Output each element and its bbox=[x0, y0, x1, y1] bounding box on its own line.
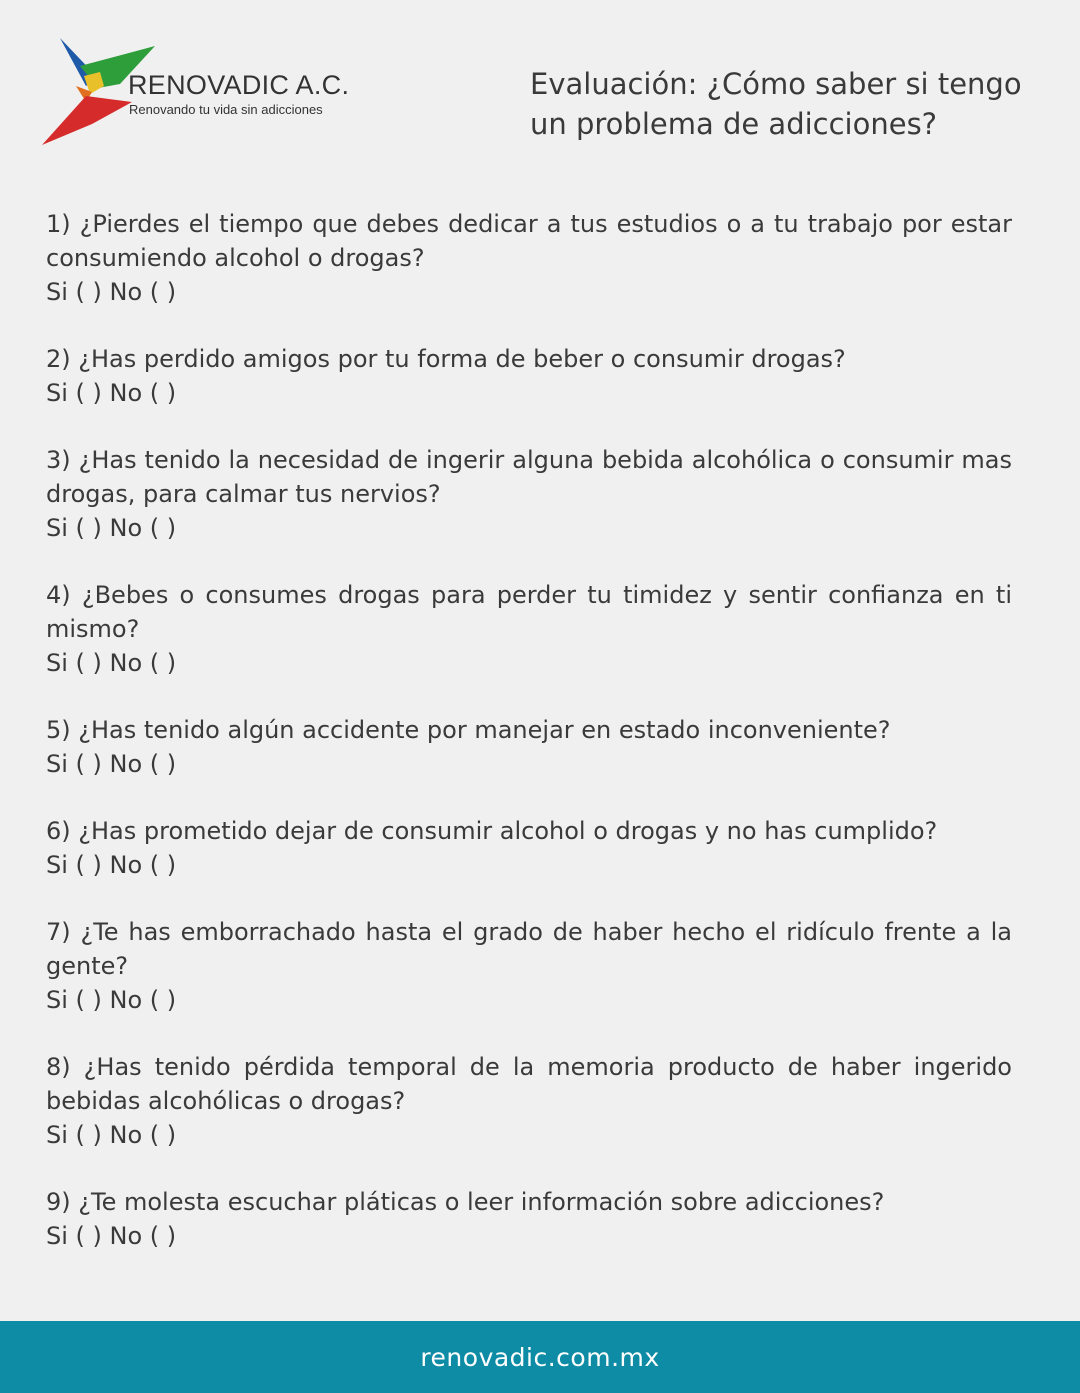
answer-options: Si ( ) No ( ) bbox=[46, 278, 177, 306]
question-text: 4) ¿Bebes o consumes drogas para perder tu timidez y sentir confianza en ti mismo? bbox=[46, 581, 1012, 643]
question-item bbox=[46, 1185, 1012, 1253]
question-item bbox=[46, 207, 1012, 309]
logo bbox=[40, 38, 360, 148]
question-text: 1) ¿Pierdes el tiempo que debes dedicar a tus estudios o a tu trabajo por estar consumiendo alcohol o drogas? bbox=[46, 210, 1012, 272]
answer-options: Si ( ) No ( ) bbox=[46, 1222, 177, 1250]
logo-name: RENOVADIC A.C. bbox=[128, 70, 350, 100]
logo-tagline: Renovando tu vida sin adicciones bbox=[129, 102, 323, 117]
footer-website-link[interactable]: renovadic.com.mx bbox=[420, 1342, 660, 1372]
question-item bbox=[46, 814, 1012, 882]
question-item bbox=[46, 713, 1012, 781]
question-item bbox=[46, 342, 1012, 410]
answer-options: Si ( ) No ( ) bbox=[46, 851, 177, 879]
question-text: 3) ¿Has tenido la necesidad de ingerir alguna bebida alcohólica o consumir mas drogas, para calmar tus nervios? bbox=[46, 446, 1012, 508]
questionnaire bbox=[46, 207, 1012, 1286]
question-text: 2) ¿Has perdido amigos por tu forma de beber o consumir drogas? bbox=[46, 345, 846, 373]
answer-options: Si ( ) No ( ) bbox=[46, 649, 177, 677]
answer-options: Si ( ) No ( ) bbox=[46, 986, 177, 1014]
answer-options: Si ( ) No ( ) bbox=[46, 379, 177, 407]
question-text: 9) ¿Te molesta escuchar pláticas o leer información sobre adicciones? bbox=[46, 1188, 885, 1216]
question-item bbox=[46, 578, 1012, 680]
page-title: Evaluación: ¿Cómo saber si tengo un problema de adicciones? bbox=[530, 67, 1022, 141]
footer-bar bbox=[0, 1321, 1080, 1393]
question-text: 5) ¿Has tenido algún accidente por manejar en estado inconveniente? bbox=[46, 716, 891, 744]
question-item bbox=[46, 443, 1012, 545]
question-item bbox=[46, 915, 1012, 1017]
answer-options: Si ( ) No ( ) bbox=[46, 1121, 177, 1149]
question-item bbox=[46, 1050, 1012, 1152]
answer-options: Si ( ) No ( ) bbox=[46, 750, 177, 778]
question-text: 8) ¿Has tenido pérdida temporal de la memoria producto de haber ingerido bebidas alcohólicas o drogas? bbox=[46, 1053, 1012, 1115]
question-text: 7) ¿Te has emborrachado hasta el grado de haber hecho el ridículo frente a la gente? bbox=[46, 918, 1012, 980]
question-text: 6) ¿Has prometido dejar de consumir alcohol o drogas y no has cumplido? bbox=[46, 817, 938, 845]
answer-options: Si ( ) No ( ) bbox=[46, 514, 177, 542]
